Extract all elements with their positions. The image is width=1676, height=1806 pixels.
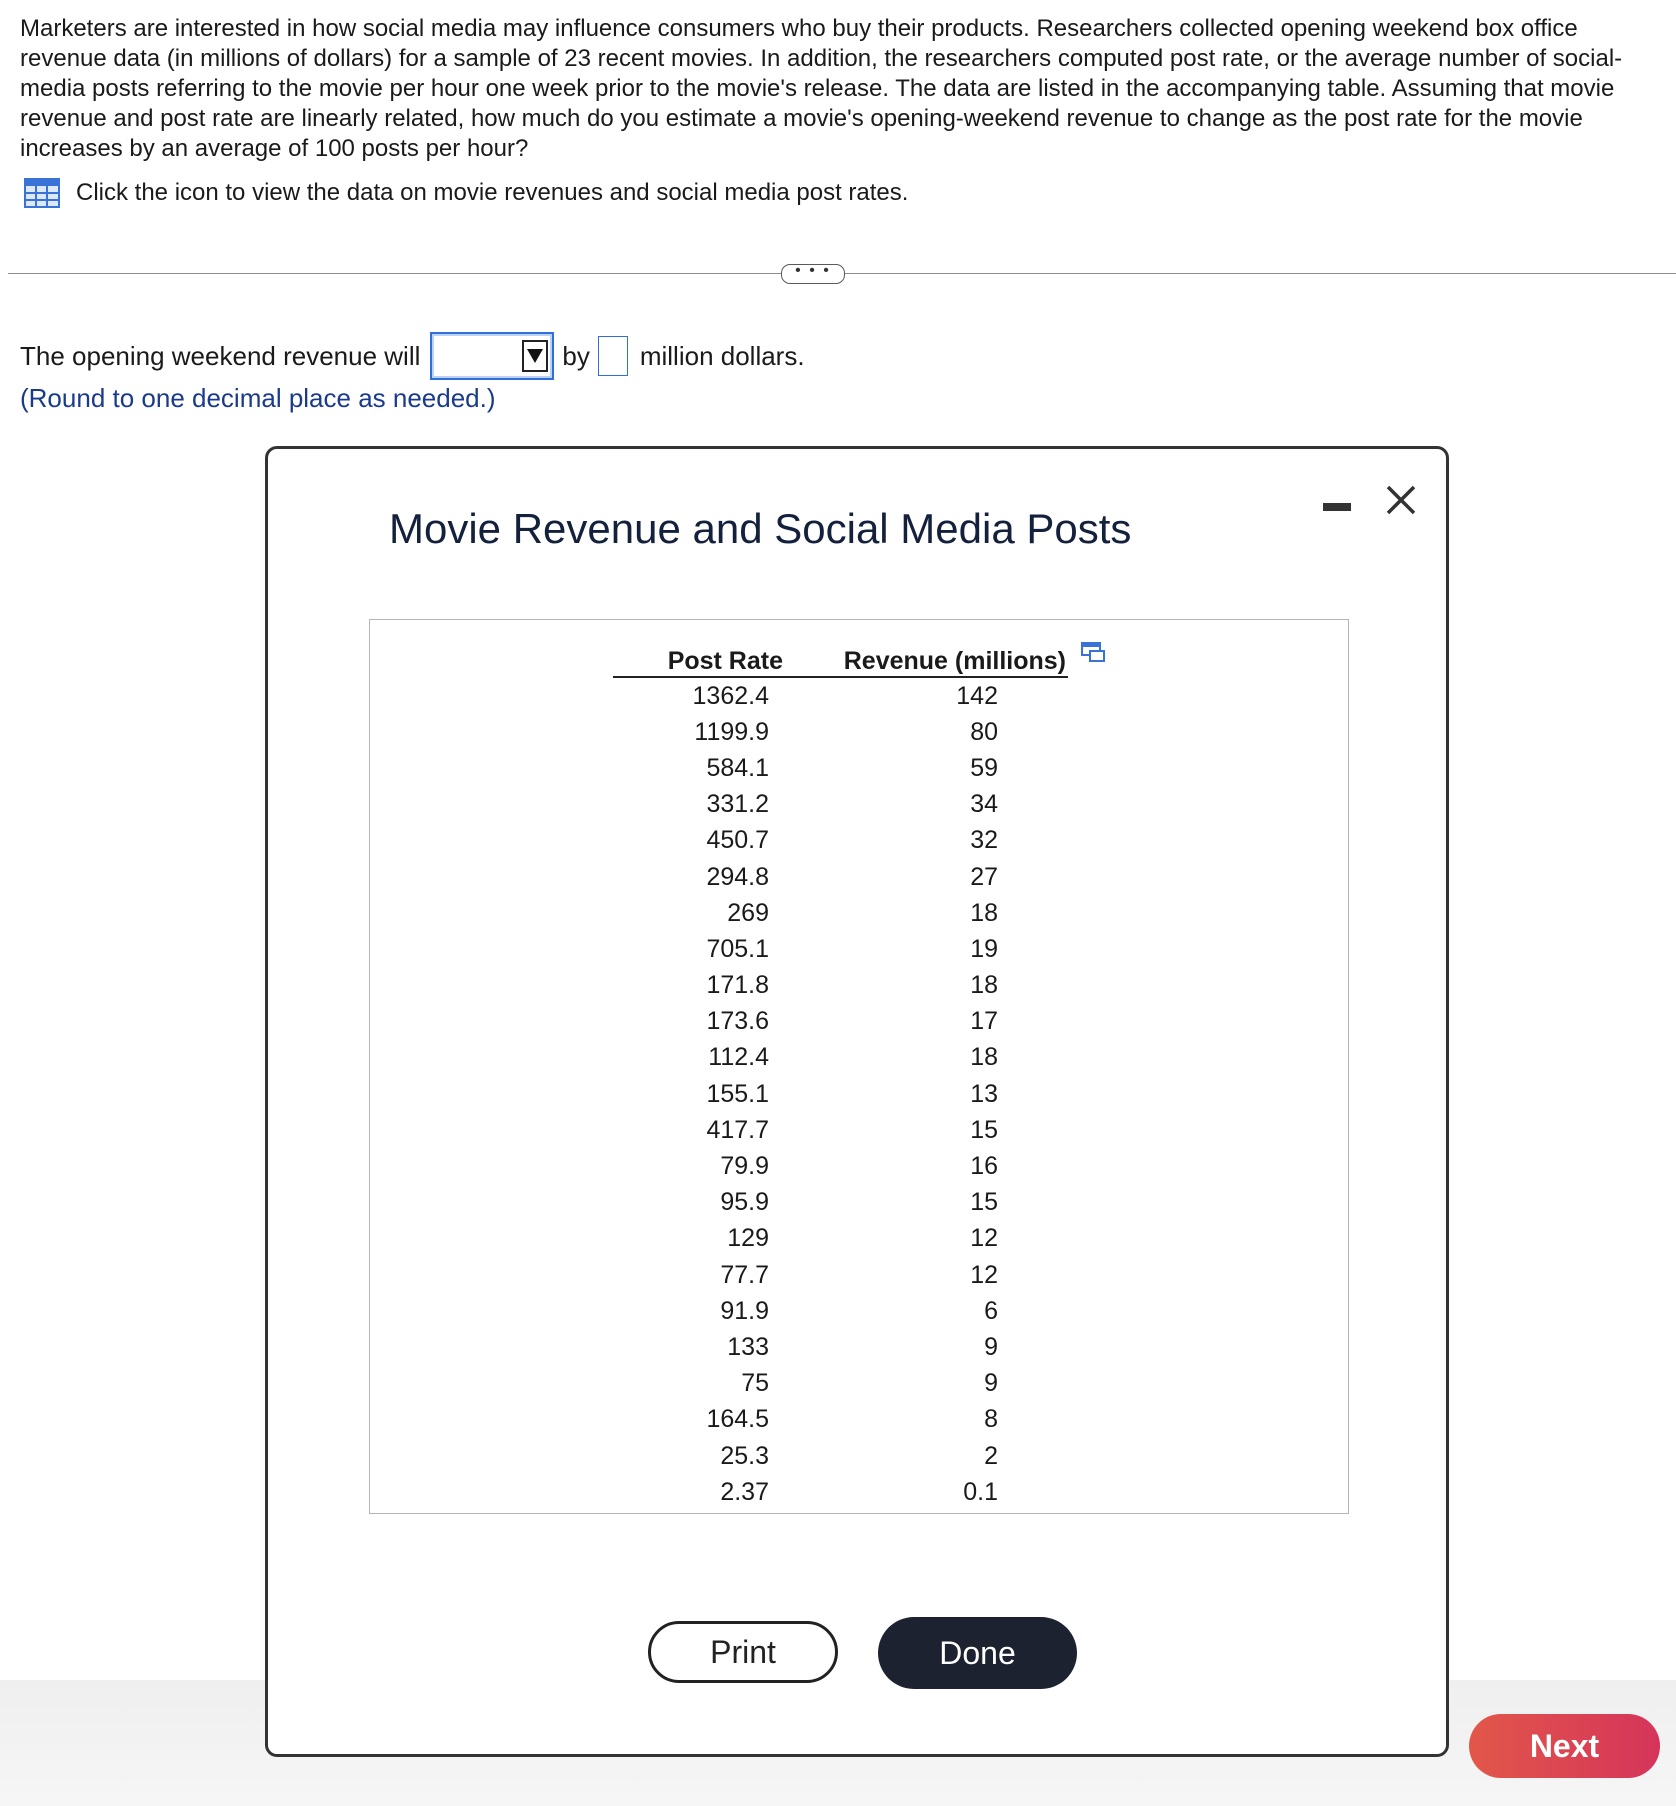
post-rate-cell: 450.7 [706,826,769,855]
close-button[interactable] [1384,483,1418,517]
by-label: by [562,340,590,371]
post-rate-cell: 2.37 [720,1477,769,1506]
table-row [613,1112,1068,1148]
data-link-row[interactable] [24,176,908,210]
revenue-cell: 27 [970,862,998,891]
table-row [613,1004,1068,1040]
revenue-cell: 15 [970,1115,998,1144]
amount-input[interactable] [598,336,628,376]
done-button[interactable]: Done [878,1617,1077,1689]
revenue-cell: 18 [970,1043,998,1072]
table-row [613,1148,1068,1184]
table-row [613,895,1068,931]
table-row [613,714,1068,750]
revenue-cell: 16 [970,1152,998,1181]
print-button[interactable]: Print [648,1621,838,1683]
post-rate-cell: 1199.9 [694,717,769,746]
revenue-cell: 15 [970,1188,998,1217]
post-rate-cell: 164.5 [706,1405,769,1434]
table-row [613,1185,1068,1221]
revenue-cell: 0.1 [963,1477,998,1506]
table-row [613,931,1068,967]
post-rate-cell: 1362.4 [692,681,769,710]
table-header-row [613,620,1068,677]
table-row [613,859,1068,895]
post-rate-cell: 133 [727,1332,769,1361]
post-rate-cell: 269 [727,898,769,927]
post-rate-cell: 417.7 [706,1115,769,1144]
table-row [613,1474,1068,1510]
minimize-button[interactable] [1323,499,1355,515]
close-icon [1384,483,1418,517]
revenue-cell: 19 [970,934,998,963]
post-rate-cell: 173.6 [706,1007,769,1036]
revenue-cell: 17 [970,1007,998,1036]
revenue-cell: 9 [984,1369,998,1398]
post-rate-cell: 331.2 [706,790,769,819]
post-rate-cell: 79.9 [720,1152,769,1181]
post-rate-cell: 77.7 [720,1260,769,1289]
revenue-cell: 9 [984,1332,998,1361]
table-frame [369,619,1349,1514]
revenue-cell: 12 [970,1260,998,1289]
post-rate-cell: 155.1 [706,1079,769,1108]
post-rate-cell: 294.8 [706,862,769,891]
revenue-cell: 59 [970,753,998,782]
answer-row [20,331,805,381]
table-row [613,1402,1068,1438]
post-rate-cell: 705.1 [706,934,769,963]
answer-suffix: million dollars. [639,340,805,371]
table-icon[interactable] [24,178,60,208]
post-rate-cell: 75 [741,1369,769,1398]
revenue-cell: 142 [956,681,998,710]
table-row [613,750,1068,786]
minimize-icon [1323,503,1351,511]
post-rate-cell: 95.9 [720,1188,769,1217]
copy-icon[interactable] [1081,640,1107,664]
post-rate-cell: 91.9 [720,1296,769,1325]
answer-prefix: The opening weekend revenue will [20,340,421,371]
modal-title: Movie Revenue and Social Media Posts [389,505,1132,552]
table-row [613,968,1068,1004]
revenue-cell: 12 [970,1224,998,1253]
table-row [613,1257,1068,1293]
column-header-post-rate: Post Rate [613,620,783,677]
post-rate-cell: 129 [727,1224,769,1253]
revenue-cell: 32 [970,826,998,855]
table-row [613,1040,1068,1076]
rounding-hint: (Round to one decimal place as needed.) [20,383,496,413]
table-row [613,1329,1068,1365]
table-row [613,677,1068,714]
revenue-cell: 18 [970,971,998,1000]
data-link-text[interactable]: Click the icon to view the data on movie revenues and social media post rates. [76,179,909,206]
more-options-button[interactable]: • • • [781,264,845,284]
revenue-cell: 18 [970,898,998,927]
revenue-cell: 80 [970,717,998,746]
column-header-revenue: Revenue (millions) [783,620,1068,677]
revenue-cell: 34 [970,790,998,819]
table-row [613,1366,1068,1402]
post-rate-cell: 25.3 [720,1441,769,1470]
table-row [613,1221,1068,1257]
post-rate-cell: 112.4 [708,1043,769,1072]
post-rate-cell: 584.1 [706,753,769,782]
revenue-cell: 13 [970,1079,998,1108]
question-text: Marketers are interested in how social media may influence consumers who buy their products. Researchers collected opening weekend box office revenue data (in millions of dollars) for a sample of 23 recent movies. In addition, the researchers computed post rate, or the average number of social-media posts referring to the movie per hour one week prior to the movie's release. The data are listed in the accompanying table. Assuming that movie revenue and post rate are linearly related, how much do you estimate a movie's opening-weekend revenue to change as the post rate for the movie increases by an average of 100 posts per hour? [20,15,1623,162]
post-rate-cell: 171.8 [706,971,769,1000]
revenue-cell: 2 [984,1441,998,1470]
dropdown-arrow[interactable] [522,340,548,372]
table-row [613,1076,1068,1112]
triangle-down-icon [526,348,544,364]
table-row [613,1438,1068,1474]
table-row [613,787,1068,823]
table-row [613,1293,1068,1329]
table-row [613,823,1068,859]
next-button[interactable]: Next [1469,1714,1660,1778]
direction-dropdown[interactable] [430,332,554,380]
revenue-cell: 6 [984,1296,998,1325]
data-table [613,620,1068,1510]
revenue-cell: 8 [984,1405,998,1434]
data-modal [265,446,1449,1757]
